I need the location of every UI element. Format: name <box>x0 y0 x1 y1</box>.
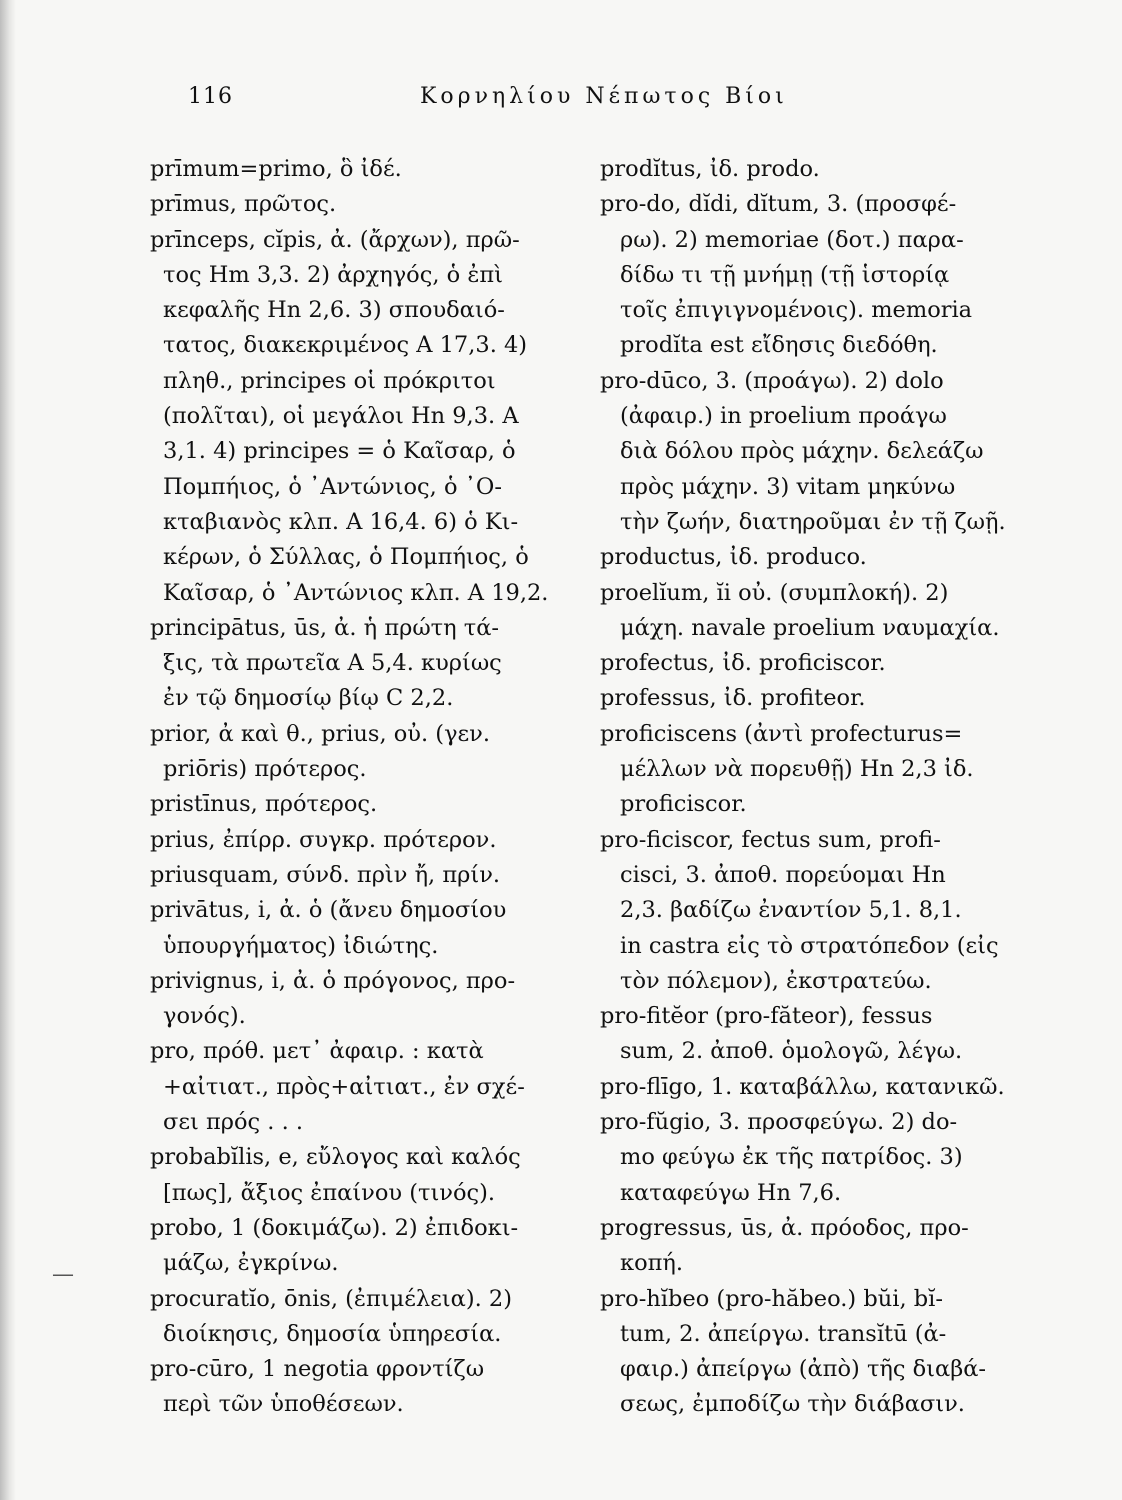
dictionary-line: tum, 2. ἀπείργω. transĭtū (ἀ- <box>620 1320 947 1347</box>
dictionary-line: +αἰτιατ., πρὸς+αἰτιατ., ἐν σχέ- <box>163 1073 525 1100</box>
dictionary-line: τοῖς ἐπιγιγνομένοις). memoria <box>620 297 973 324</box>
dictionary-line: πληθ., principes οἱ πρόκριτοι <box>163 367 496 394</box>
dictionary-line: 3,1. 4) principes = ὁ Καῖσαρ, ὁ <box>163 438 516 465</box>
page-edge-shadow <box>0 0 16 1500</box>
dictionary-line: pro-hĭbeo (pro-hăbeo.) bŭi, bĭ- <box>600 1285 943 1312</box>
dictionary-line: cisci, 3. ἀποθ. πορεύομαι Hn <box>620 861 946 888</box>
dictionary-line: pristīnus, πρότερος. <box>150 791 378 818</box>
dictionary-line: probo, 1 (δοκιμάζω). 2) ἐπιδοκι- <box>150 1214 519 1241</box>
dictionary-line: [πως], ἄξιος ἐπαίνου (τινός). <box>163 1179 496 1206</box>
page-number: 116 <box>188 84 233 109</box>
right-column <box>600 152 1040 1423</box>
dictionary-line: κοπή. <box>620 1250 684 1277</box>
dictionary-line: pro-cūro, 1 negotia φροντίζω <box>150 1356 485 1383</box>
margin-mark: — <box>52 1262 74 1287</box>
dictionary-line: probabĭlis, e, εὔλογος καὶ καλός <box>150 1144 521 1171</box>
dictionary-line: τατος, διακεκριμένος A 17,3. 4) <box>163 332 528 359</box>
dictionary-line: prīmus, πρῶτος. <box>150 191 337 218</box>
running-title: Κορνηλίου Νέπωτος Βίοι <box>420 84 788 109</box>
dictionary-line: διοίκησις, δημοσία ὑπηρεσία. <box>163 1320 502 1347</box>
dictionary-line: proficiscens (ἀντὶ profecturus= <box>600 720 963 747</box>
dictionary-line: prodĭtus, ἰδ. prodo. <box>600 156 820 182</box>
dictionary-line: progressus, ūs, ἀ. πρόοδος, προ- <box>600 1214 969 1241</box>
dictionary-line: (πολῖται), οἱ μεγάλοι Hn 9,3. A <box>163 403 519 430</box>
dictionary-line: pro-fŭgio, 3. προσφεύγω. 2) do- <box>600 1109 958 1136</box>
dictionary-line: prius, ἐπίρρ. συγκρ. πρότερον. <box>150 826 497 853</box>
dictionary-line: ὑπουργήματος) ἰδιώτης. <box>163 932 439 959</box>
dictionary-line: pro-dūco, 3. (προάγω). 2) dolo <box>600 367 944 394</box>
dictionary-line: proficiscor. <box>620 791 747 818</box>
dictionary-line: pro, πρόθ. μετ᾿ ἀφαιρ. : κατὰ <box>150 1038 484 1065</box>
dictionary-line: pro-fitĕor (pro-făteor), fessus <box>600 1003 933 1030</box>
left-column <box>150 152 590 1423</box>
dictionary-line: πρὸς μάχην. 3) vitam μηκύνω <box>620 473 956 500</box>
dictionary-line: principātus, ūs, ἀ. ἡ πρώτη τά- <box>150 614 500 641</box>
dictionary-line: διὰ δόλου πρὸς μάχην. δελεάζω <box>620 438 984 465</box>
dictionary-line: in castra εἰς τὸ στρατόπεδον (εἰς <box>620 932 999 959</box>
dictionary-line: ρω). 2) memoriae (δοτ.) παρα- <box>620 226 964 253</box>
dictionary-line: proelĭum, ĭi οὐ. (συμπλοκή). 2) <box>600 579 949 606</box>
dictionary-line: μάχη. navale proelium ναυμαχία. <box>620 614 1000 641</box>
dictionary-line: γονός). <box>163 1003 246 1030</box>
dictionary-line: 2,3. βαδίζω ἐναντίον 5,1. 8,1. <box>620 897 962 924</box>
dictionary-line: privātus, i, ἀ. ὁ (ἄνευ δημοσίου <box>150 897 507 924</box>
dictionary-line: κέρων, ὁ Σύλλας, ὁ Πομπήιος, ὁ <box>163 544 529 571</box>
dictionary-line: privignus, i, ἀ. ὁ πρόγονος, προ- <box>150 967 516 994</box>
dictionary-line: procuratĭo, ōnis, (ἐπιμέλεια). 2) <box>150 1285 512 1312</box>
dictionary-line: pro-do, dĭdi, dĭtum, 3. (προσφέ- <box>600 191 957 218</box>
dictionary-line: priusquam, σύνδ. πρὶν ἤ, πρίν. <box>150 861 501 888</box>
dictionary-line: κεφαλῆς Hn 2,6. 3) σπουδαιό- <box>163 297 505 324</box>
dictionary-line: sum, 2. ἀποθ. ὁμολογῶ, λέγω. <box>620 1038 963 1065</box>
dictionary-line: καταφεύγω Hn 7,6. <box>620 1179 842 1206</box>
dictionary-line: priōris) πρότερος. <box>163 756 367 783</box>
dictionary-line: professus, ἰδ. profiteor. <box>600 685 866 712</box>
dictionary-line: profectus, ἰδ. proficiscor. <box>600 650 886 677</box>
page-header <box>188 84 888 124</box>
dictionary-line: pro-flīgo, 1. καταβάλλω, κατανικῶ. <box>600 1073 1005 1100</box>
dictionary-line: ξις, τὰ πρωτεῖα A 5,4. κυρίως <box>163 650 502 677</box>
dictionary-line: prīmum=primo, ὃ ἰδέ. <box>150 156 402 182</box>
dictionary-line: σεως, ἐμποδίζω τὴν διάβασιν. <box>620 1391 965 1418</box>
dictionary-line: (ἀφαιρ.) in proelium προάγω <box>620 403 947 430</box>
dictionary-line: τὴν ζωήν, διατηροῦμαι ἐν τῇ ζωῇ. <box>620 508 1006 535</box>
dictionary-line: περὶ τῶν ὑποθέσεων. <box>163 1391 404 1418</box>
dictionary-line: Καῖσαρ, ὁ ᾿Αντώνιος κλπ. A 19,2. <box>163 579 549 606</box>
dictionary-line: prodĭta est εἴδησις διεδόθη. <box>620 332 938 359</box>
dictionary-line: τὸν πόλεμον), ἐκστρατεύω. <box>620 967 932 994</box>
dictionary-line: prīnceps, cĭpis, ἀ. (ἄρχων), πρῶ- <box>150 226 520 253</box>
dictionary-line: Πομπήιος, ὁ ᾿Αντώνιος, ὁ ᾿Ο- <box>163 473 502 500</box>
dictionary-line: μέλλων νὰ πορευθῇ) Hn 2,3 ἰδ. <box>620 756 974 783</box>
dictionary-line: δίδω τι τῇ μνήμῃ (τῇ ἱστορίᾳ <box>620 261 950 288</box>
dictionary-line: φαιρ.) ἀπείργω (ἀπὸ) τῆς διαβά- <box>620 1356 986 1383</box>
dictionary-line: κταβιανὸς κλπ. A 16,4. 6) ὁ Κι- <box>163 508 519 535</box>
dictionary-line: productus, ἰδ. produco. <box>600 544 867 571</box>
dictionary-line: prior, ἀ καὶ θ., prius, οὐ. (γεν. <box>150 720 491 747</box>
dictionary-line: σει πρός . . . <box>163 1109 304 1136</box>
dictionary-line: mo φεύγω ἐκ τῆς πατρίδος. 3) <box>620 1144 963 1171</box>
dictionary-line: pro-ficiscor, fectus sum, profi- <box>600 826 941 853</box>
dictionary-line: τος Hm 3,3. 2) ἀρχηγός, ὁ ἐπὶ <box>163 261 504 288</box>
dictionary-line: ἐν τῷ δημοσίῳ βίῳ C 2,2. <box>163 685 454 712</box>
dictionary-line: μάζω, ἐγκρίνω. <box>163 1250 339 1277</box>
